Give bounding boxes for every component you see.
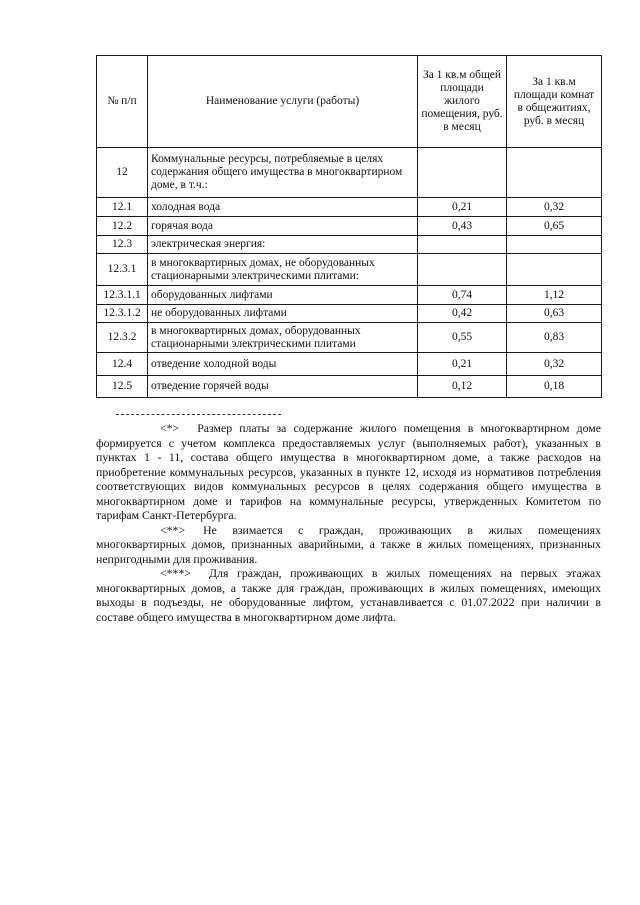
- table-row: [97, 148, 602, 198]
- footnote-mark: <***>: [160, 566, 192, 580]
- row-num: 12: [97, 148, 148, 198]
- header-col1: За 1 кв.м общей площади жилого помещения, руб. в месяц: [418, 56, 507, 148]
- row-name: оборудованных лифтами: [148, 286, 418, 305]
- row-num: 12.3.1.1: [97, 286, 148, 305]
- footnotes: [96, 414, 601, 624]
- row-value-2: 1,12: [507, 286, 602, 305]
- row-num: 12.5: [97, 376, 148, 398]
- footnote-3: [96, 566, 601, 624]
- row-name: горячая вода: [148, 217, 418, 236]
- footnote-text: Для граждан, проживающих в жилых помещениях на первых этажах многоквартирных домов, а также для граждан, проживающих в жилых помещениях, имеющих выходы в подъезды, не оборудованные лифтом, устанавливается с 01.07.2022 при наличии в составе общего имущества в многоквартирном доме лифта.: [96, 566, 601, 624]
- tariff-table: [96, 55, 602, 398]
- header-name: Наименование услуги (работы): [148, 56, 418, 148]
- table-row: [97, 286, 602, 305]
- row-value-2: [507, 236, 602, 254]
- row-value-1: [418, 148, 507, 198]
- footnote-mark: <**>: [160, 522, 186, 537]
- row-value-1: 0,21: [418, 353, 507, 376]
- table-row: [97, 376, 602, 398]
- row-num: 12.3.2: [97, 323, 148, 353]
- row-num: 12.3.1: [97, 254, 148, 286]
- row-name: холодная вода: [148, 198, 418, 217]
- row-name: не оборудованных лифтами: [148, 305, 418, 323]
- table-row: [97, 236, 602, 254]
- row-value-2: 0,83: [507, 323, 602, 353]
- header-num: № п/п: [97, 56, 148, 148]
- row-num: 12.3: [97, 236, 148, 254]
- row-num: 12.4: [97, 353, 148, 376]
- footnote-separator: [116, 414, 281, 415]
- footnote-text: Размер платы за содержание жилого помещения в многоквартирном доме формируется с учетом комплекса предоставляемых услуг (выполняемых работ), указанных в пунктах 1 - 11, состава общего имущества в многоквартирном доме, а также расходов на приобретение коммунальных ресурсов, указанных в пункте 12, исходя из нормативов потребления соответствующих видов коммунальных ресурсов в целях содержания общего имущества в многоквартирном доме и тарифов на коммунальные ресурсы, утвержденных Комитетом по тарифам Санкт-Петербурга.: [96, 421, 601, 522]
- row-name: в многоквартирных домах, оборудованных стационарными электрическими плитами: [148, 323, 418, 353]
- table-row: [97, 217, 602, 236]
- table-row: [97, 353, 602, 376]
- footnote-mark: <*>: [160, 421, 180, 435]
- row-name: отведение холодной воды: [148, 353, 418, 376]
- row-value-1: [418, 254, 507, 286]
- row-name: в многоквартирных домах, не оборудованных стационарными электрическими плитами:: [148, 254, 418, 286]
- row-value-2: 0,63: [507, 305, 602, 323]
- table-row: [97, 323, 602, 353]
- table-header-row: [97, 56, 602, 148]
- table-row: [97, 254, 602, 286]
- row-value-2: 0,32: [507, 353, 602, 376]
- row-num: 12.2: [97, 217, 148, 236]
- row-name: электрическая энергия:: [148, 236, 418, 254]
- footnote-1: [96, 421, 601, 523]
- footnote-2: [96, 523, 601, 567]
- row-value-2: 0,32: [507, 198, 602, 217]
- row-value-2: 0,65: [507, 217, 602, 236]
- table-row: [97, 198, 602, 217]
- footnote-text: Не взимается с граждан, проживающих в жилых помещениях многоквартирных домов, признанных аварийными, а также в жилых помещениях, признанных непригодными для проживания.: [96, 522, 601, 566]
- row-num: 12.3.1.2: [97, 305, 148, 323]
- row-value-2: [507, 254, 602, 286]
- row-value-1: 0,55: [418, 323, 507, 353]
- row-num: 12.1: [97, 198, 148, 217]
- row-value-1: 0,12: [418, 376, 507, 398]
- row-name: Коммунальные ресурсы, потребляемые в целях содержания общего имущества в многоквартирном доме, в т.ч.:: [148, 148, 418, 198]
- row-value-1: 0,74: [418, 286, 507, 305]
- row-name: отведение горячей воды: [148, 376, 418, 398]
- table-row: [97, 305, 602, 323]
- header-col2: За 1 кв.м площади комнат в общежитиях, руб. в месяц: [507, 56, 602, 148]
- row-value-1: 0,21: [418, 198, 507, 217]
- row-value-2: 0,18: [507, 376, 602, 398]
- row-value-1: 0,42: [418, 305, 507, 323]
- row-value-1: [418, 236, 507, 254]
- row-value-2: [507, 148, 602, 198]
- row-value-1: 0,43: [418, 217, 507, 236]
